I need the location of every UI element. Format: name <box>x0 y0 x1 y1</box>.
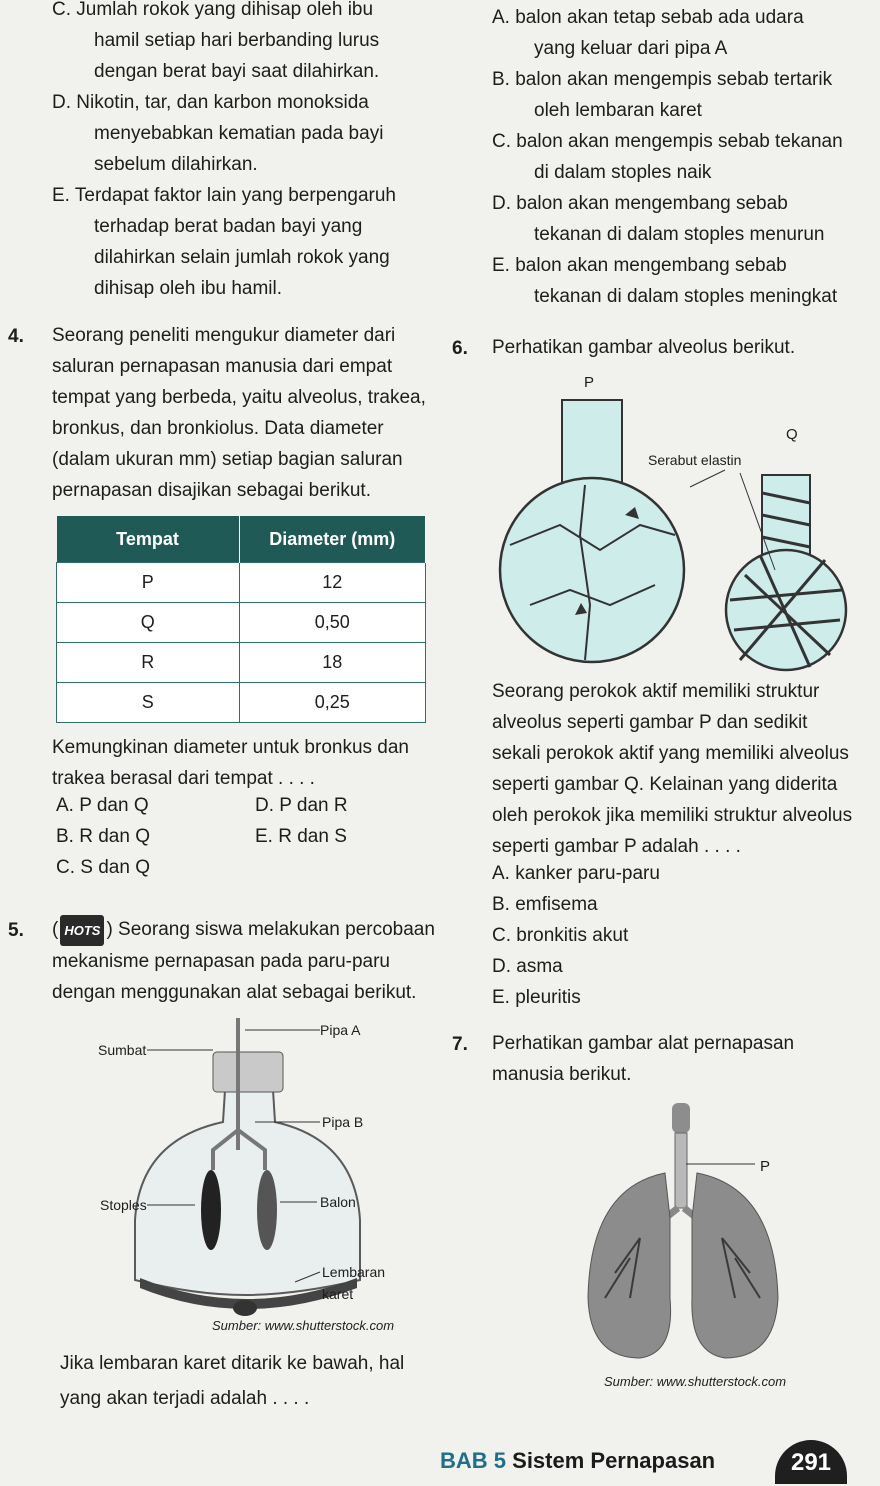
q5-question-line: Jika lembaran karet ditarik ke bawah, hal <box>60 1353 405 1374</box>
chapter-title: Sistem Pernapasan <box>512 1448 716 1473</box>
q5-option-b-1: B. balon akan mengempis sebab tertarik <box>492 69 833 90</box>
table-header-tempat: Tempat <box>57 516 240 563</box>
lung-model-diagram <box>95 1010 405 1330</box>
q7-source: Sumber: www.shutterstock.com <box>604 1374 787 1389</box>
q4-option-e[interactable]: E. R dan S <box>255 826 347 847</box>
q7-number: 7. <box>452 1034 468 1055</box>
balloon-right <box>257 1170 277 1250</box>
q4-stem <box>52 320 426 506</box>
q4-option-d[interactable]: D. P dan R <box>255 795 348 816</box>
q5-stem-line: ( HOTS ) Seorang siswa melakukan percobaan <box>52 914 435 946</box>
q6-text-line: alveolus seperti gambar P dan sedikit <box>492 712 808 733</box>
q5-stem-first: ) Seorang siswa melakukan percobaan <box>106 919 435 940</box>
q4-option-b[interactable]: B. R dan Q <box>56 826 150 847</box>
rubber-knob <box>233 1300 257 1316</box>
trachea <box>675 1133 687 1208</box>
q4-question <box>52 732 409 794</box>
q4-question-line: trakea berasal dari tempat . . . . <box>52 768 315 789</box>
option-d-line-1: D. Nikotin, tar, dan karbon monoksida <box>52 92 369 113</box>
q6-option-a[interactable]: A. kanker paru-paru <box>492 863 660 884</box>
option-d-line-3: sebelum dilahirkan. <box>94 154 258 175</box>
q7-stem <box>492 1028 794 1090</box>
right-lung <box>692 1173 778 1358</box>
table-row <box>57 563 426 603</box>
alveolus-q <box>726 475 846 670</box>
label-p-lungs: P <box>760 1158 771 1175</box>
option-e-line-2: terhadap berat badan bayi yang <box>94 216 363 237</box>
prev-question-options <box>52 0 396 304</box>
table-cell: R <box>57 643 240 683</box>
q5-question <box>60 1348 404 1414</box>
q6-option-c[interactable]: C. bronkitis akut <box>492 925 629 946</box>
option-c-line-2: hamil setiap hari berbanding lurus <box>94 30 380 51</box>
table-row <box>57 683 426 723</box>
label-lembaran: Lembaran <box>322 1264 386 1280</box>
q5-stem-line: dengan menggunakan alat sebagai berikut. <box>52 982 417 1003</box>
q4-stem-line: tempat yang berbeda, yaitu alveolus, trakea, <box>52 387 426 408</box>
q5-stem <box>52 914 435 1008</box>
q5-stem-line: mekanisme pernapasan pada paru-paru <box>52 951 390 972</box>
label-balon: Balon <box>320 1194 356 1210</box>
q5-options <box>492 2 843 312</box>
table-cell: 18 <box>239 643 426 683</box>
q5-option-a-1: A. balon akan tetap sebab ada udara <box>492 7 804 28</box>
table-cell: 12 <box>239 563 426 603</box>
option-e-line-1: E. Terdapat faktor lain yang berpengaruh <box>52 185 396 206</box>
q4-stem-line: pernapasan disajikan sebagai berikut. <box>52 480 371 501</box>
q6-text-line: seperti gambar Q. Kelainan yang diderita <box>492 774 838 795</box>
table-cell: P <box>57 563 240 603</box>
q5-option-d-2: tekanan di dalam stoples menurun <box>534 224 825 245</box>
q6-option-b[interactable]: B. emfisema <box>492 894 598 915</box>
table-cell: Q <box>57 603 240 643</box>
q5-option-c-2: di dalam stoples naik <box>534 162 712 183</box>
option-e-line-4: dihisap oleh ibu hamil. <box>94 278 283 299</box>
label-line <box>690 470 725 487</box>
q4-number: 4. <box>8 326 24 347</box>
q6-text-line: sekali perokok aktif yang memiliki alveolus <box>492 743 849 764</box>
q4-stem-line: (dalam ukuran mm) setiap bagian saluran <box>52 449 403 470</box>
table-header-row <box>57 516 426 563</box>
table-cell: S <box>57 683 240 723</box>
q4-stem-line: saluran pernapasan manusia dari empat <box>52 356 393 377</box>
q5-option-e-1: E. balon akan mengembang sebab <box>492 255 787 276</box>
chapter-number: BAB 5 <box>440 1448 507 1473</box>
table-row <box>57 603 426 643</box>
table-header-diameter: Diameter (mm) <box>239 516 426 563</box>
q6-option-e[interactable]: E. pleuritis <box>492 987 581 1008</box>
q5-option-c-1: C. balon akan mengempis sebab tekanan <box>492 131 843 152</box>
label-sumbat: Sumbat <box>98 1042 147 1058</box>
label-serabut-elastin: Serabut elastin <box>648 452 742 468</box>
q6-text-line: seperti gambar P adalah . . . . <box>492 836 741 857</box>
label-pipa-a: Pipa A <box>320 1022 361 1038</box>
left-lung <box>588 1173 671 1358</box>
larynx <box>672 1103 690 1133</box>
q6-option-d[interactable]: D. asma <box>492 956 563 977</box>
label-karet: karet <box>322 1286 354 1302</box>
option-d-line-2: menyebabkan kematian pada bayi <box>94 123 384 144</box>
q6-number: 6. <box>452 338 468 359</box>
q6-text-line: oleh perokok jika memiliki struktur alveolus <box>492 805 853 826</box>
q6-options <box>492 858 660 1013</box>
table-cell: 0,25 <box>239 683 426 723</box>
q4-option-c[interactable]: C. S dan Q <box>56 857 150 878</box>
table-row <box>57 643 426 683</box>
q4-question-line: Kemungkinan diameter untuk bronkus dan <box>52 737 410 758</box>
respiratory-system-diagram <box>570 1098 800 1370</box>
q5-option-d-1: D. balon akan mengembang sebab <box>492 193 788 214</box>
option-c-line-3: dengan berat bayi saat dilahirkan. <box>94 61 380 82</box>
label-pipa-b: Pipa B <box>322 1114 364 1130</box>
page-number: 291 <box>775 1440 847 1484</box>
q4-option-a[interactable]: A. P dan Q <box>56 795 149 816</box>
q4-stem-line: Seorang peneliti mengukur diameter dari <box>52 325 396 346</box>
table-cell: 0,50 <box>239 603 426 643</box>
q6-text <box>492 676 852 862</box>
q5-option-b-2: oleh lembaran karet <box>534 100 702 121</box>
stopper <box>213 1052 283 1092</box>
q6-stem: Perhatikan gambar alveolus berikut. <box>492 337 796 358</box>
q5-source: Sumber: www.shutterstock.com <box>212 1318 395 1333</box>
chapter-footer <box>440 1448 715 1474</box>
q5-number: 5. <box>8 920 24 941</box>
alveolus-diagram <box>490 375 870 675</box>
q5-option-e-2: tekanan di dalam stoples meningkat <box>534 286 838 307</box>
option-c-line-1: C. Jumlah rokok yang dihisap oleh ibu <box>52 0 374 20</box>
q4-stem-line: bronkus, dan bronkiolus. Data diameter <box>52 418 384 439</box>
q5-question-line: yang akan terjadi adalah . . . . <box>60 1388 310 1409</box>
label-p-alveolus: P <box>584 374 595 391</box>
hots-badge: HOTS <box>60 915 104 946</box>
q7-stem-line: Perhatikan gambar alat pernapasan <box>492 1033 795 1054</box>
diameter-table <box>56 516 426 723</box>
q7-stem-line: manusia berikut. <box>492 1064 632 1085</box>
option-e-line-3: dilahirkan selain jumlah rokok yang <box>94 247 390 268</box>
label-q-alveolus: Q <box>786 426 798 443</box>
q6-text-line: Seorang perokok aktif memiliki struktur <box>492 681 820 702</box>
alveolus-p <box>500 400 684 662</box>
q5-option-a-2: yang keluar dari pipa A <box>534 38 728 59</box>
label-stoples: Stoples <box>100 1197 147 1213</box>
balloon-left <box>201 1170 221 1250</box>
